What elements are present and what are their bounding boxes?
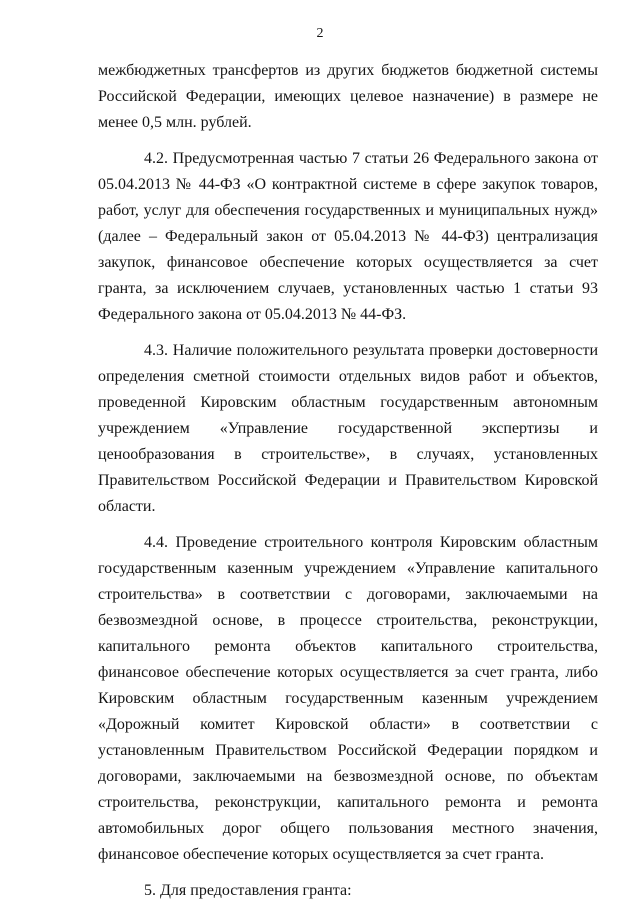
document-body [98, 58, 598, 904]
page-number: 2 [316, 26, 324, 41]
paragraph-4-2: 4.2. Предусмотренная частью 7 статьи 26 Федерального закона от 05.04.2013 № 44-ФЗ «О контрактной системе в сфере закупок товаров, работ, услуг для обеспечения государственных и муниципальных нужд» (далее – Федеральный закон от 05.04.2013 № 44-ФЗ) централизация закупок, финансовое обеспечение которых осуществляется за счет гранта, за исключением случаев, установленных частью 1 статьи 93 Федерального закона от 05.04.2013 № 44-ФЗ. [98, 150, 598, 323]
paragraph-4-3: 4.3. Наличие положительного результата проверки достоверности определения сметной стоимости отдельных видов работ и объектов, проведенной Кировским областным государственным автономным учреждением «Управление государственной экспертизы и ценообразования в строительстве», в случаях, установленных Правительством Российской Федерации и Правительством Кировской области. [98, 342, 598, 515]
paragraph-4-4: 4.4. Проведение строительного контроля Кировским областным государственным казенным учреждением «Управление капитального строительства» в соответствии с договорами, заключаемыми на безвозмездной основе, в процессе строительства, реконструкции, капитального ремонта объектов капитального строительства, финансовое обеспечение которых осуществляется за счет гранта, либо Кировским областным государственным казенным учреждением «Дорожный комитет Кировской области» в соответствии с установленным Правительством Российской Федерации порядком и договорами, заключаемыми на безвозмездной основе, по объектам строительства, реконструкции, капитального ремонта и ремонта автомобильных дорог общего пользования местного значения, финансовое обеспечение которых осуществляется за счет гранта. [98, 534, 598, 863]
paragraph-continuation: межбюджетных трансфертов из других бюджетов бюджетной системы Российской Федерации, имеющих целевое назначение) в размере не менее 0,5 млн. рублей. [98, 62, 598, 131]
paragraph-5: 5. Для предоставления гранта: [144, 882, 352, 899]
